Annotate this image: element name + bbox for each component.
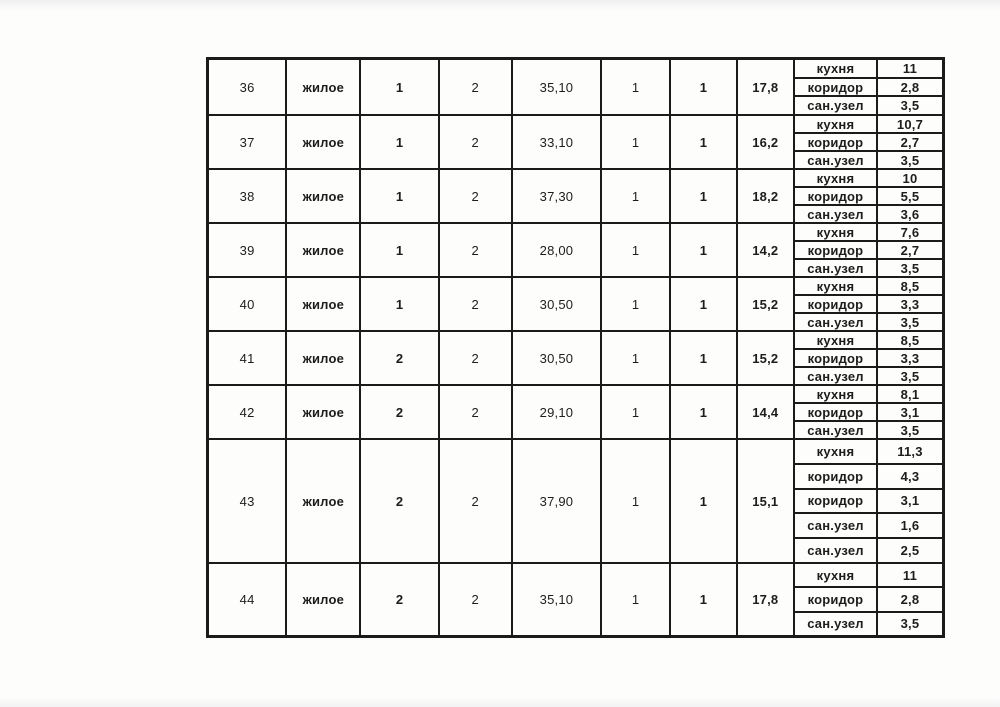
room-name-cell: сан.узел xyxy=(807,616,864,632)
table-row xyxy=(209,438,942,562)
room-name-cell: кухня xyxy=(816,278,855,294)
room-area-cell: 2,5 xyxy=(876,539,942,562)
value-cell-4: 2 xyxy=(438,332,511,384)
room-row xyxy=(795,116,942,132)
room-name-cell: кухня xyxy=(816,443,855,459)
rooms-subtable xyxy=(793,116,942,168)
value-cell-7: 1 xyxy=(669,170,735,222)
apartment-number-cell: 44 xyxy=(239,592,255,607)
scan-noise-bottom xyxy=(0,697,1000,707)
purpose-cell: жилое xyxy=(285,440,359,562)
room-row xyxy=(795,402,942,420)
room-row xyxy=(795,386,942,402)
value-cell-6: 1 xyxy=(600,60,669,114)
room-name-cell: коридор xyxy=(807,468,864,484)
room-row xyxy=(795,258,942,276)
value-cell-4: 2 xyxy=(438,170,511,222)
room-row xyxy=(795,150,942,168)
room-area-cell: 11 xyxy=(876,564,942,586)
value-cell-6: 1 xyxy=(600,116,669,168)
room-row xyxy=(795,132,942,150)
room-area-cell: 3,1 xyxy=(876,490,942,513)
value-cell-7: 1 xyxy=(669,116,735,168)
table-row xyxy=(209,114,942,168)
value-cell-3: 1 xyxy=(359,116,437,168)
apartment-number-cell: 39 xyxy=(239,242,255,258)
apartment-number-cell: 36 xyxy=(239,79,255,95)
value-cell-3: 2 xyxy=(359,440,437,562)
total-area-cell: 28,00 xyxy=(511,224,600,276)
apartment-number-cell: 42 xyxy=(239,404,255,420)
room-name-cell: кухня xyxy=(816,60,855,76)
room-row xyxy=(795,366,942,384)
purpose-cell: жилое xyxy=(285,332,359,384)
room-name-cell: кухня xyxy=(816,224,855,240)
value-cell-3: 1 xyxy=(359,278,437,330)
room-row xyxy=(795,348,942,366)
room-name-cell: коридор xyxy=(807,296,864,312)
apartments-table xyxy=(206,57,945,638)
room-name-cell: сан.узел xyxy=(807,368,864,384)
room-row xyxy=(795,77,942,96)
scan-noise-top xyxy=(0,0,1000,10)
room-area-cell: 3,5 xyxy=(876,368,942,384)
total-area-cell: 33,10 xyxy=(511,116,600,168)
value-cell-4: 2 xyxy=(438,224,511,276)
room-area-cell: 3,6 xyxy=(876,206,942,222)
room-area-cell: 2,7 xyxy=(876,134,942,150)
room-row xyxy=(795,463,942,488)
apartment-number-cell: 41 xyxy=(239,350,255,366)
room-name-cell: коридор xyxy=(807,591,864,607)
room-area-cell: 3,3 xyxy=(876,350,942,366)
purpose-cell: жилое xyxy=(285,170,359,222)
total-area-cell: 30,50 xyxy=(511,332,600,384)
living-area-cell: 15,1 xyxy=(736,440,793,562)
room-name-cell: кухня xyxy=(816,567,855,583)
room-row xyxy=(795,294,942,312)
room-row xyxy=(795,420,942,438)
room-name-cell: сан.узел xyxy=(807,543,864,559)
room-area-cell: 3,5 xyxy=(876,314,942,330)
value-cell-7: 1 xyxy=(669,332,735,384)
room-area-cell: 3,5 xyxy=(876,97,942,114)
room-area-cell: 8,5 xyxy=(876,332,942,348)
value-cell-3: 2 xyxy=(359,386,437,438)
rooms-subtable xyxy=(793,224,942,276)
room-area-cell: 7,6 xyxy=(876,224,942,240)
room-row xyxy=(795,611,942,635)
total-area-cell: 35,10 xyxy=(511,564,600,635)
living-area-cell: 18,2 xyxy=(736,170,793,222)
room-name-cell: кухня xyxy=(816,170,855,186)
room-row xyxy=(795,537,942,562)
room-area-cell: 8,5 xyxy=(876,278,942,294)
total-area-cell: 37,30 xyxy=(511,170,600,222)
room-area-cell: 11,3 xyxy=(876,440,942,463)
room-row xyxy=(795,60,942,77)
table-row xyxy=(209,222,942,276)
value-cell-6: 1 xyxy=(600,278,669,330)
value-cell-6: 1 xyxy=(600,170,669,222)
rooms-subtable xyxy=(793,278,942,330)
living-area-cell: 15,2 xyxy=(736,278,793,330)
apartment-number-cell: 38 xyxy=(239,188,255,204)
value-cell-6: 1 xyxy=(600,224,669,276)
room-row xyxy=(795,586,942,610)
purpose-cell: жилое xyxy=(285,386,359,438)
purpose-cell: жилое xyxy=(285,224,359,276)
room-area-cell: 3,3 xyxy=(876,296,942,312)
room-row xyxy=(795,440,942,463)
living-area-cell: 17,8 xyxy=(736,60,793,114)
room-row xyxy=(795,512,942,537)
room-area-cell: 3,5 xyxy=(876,152,942,168)
total-area-cell: 29,10 xyxy=(511,386,600,438)
value-cell-3: 1 xyxy=(359,224,437,276)
room-name-cell: сан.узел xyxy=(807,152,864,168)
room-area-cell: 3,5 xyxy=(876,422,942,438)
total-area-cell: 35,10 xyxy=(511,60,600,114)
room-name-cell: сан.узел xyxy=(807,518,864,534)
room-name-cell: кухня xyxy=(816,386,855,402)
room-area-cell: 11 xyxy=(876,60,942,77)
table-row xyxy=(209,168,942,222)
room-name-cell: сан.узел xyxy=(807,422,864,438)
room-row xyxy=(795,224,942,240)
room-name-cell: кухня xyxy=(816,332,855,348)
room-row xyxy=(795,170,942,186)
rooms-subtable xyxy=(793,564,942,635)
room-name-cell: сан.узел xyxy=(807,314,864,330)
value-cell-4: 2 xyxy=(438,386,511,438)
room-area-cell: 2,8 xyxy=(876,588,942,610)
living-area-cell: 17,8 xyxy=(736,564,793,635)
value-cell-7: 1 xyxy=(669,278,735,330)
value-cell-7: 1 xyxy=(669,440,735,562)
room-row xyxy=(795,488,942,513)
living-area-cell: 15,2 xyxy=(736,332,793,384)
value-cell-6: 1 xyxy=(600,440,669,562)
room-area-cell: 3,5 xyxy=(876,613,942,635)
value-cell-4: 2 xyxy=(438,564,511,635)
table-row xyxy=(209,330,942,384)
rooms-subtable xyxy=(793,60,942,114)
table-row xyxy=(209,562,942,635)
value-cell-6: 1 xyxy=(600,564,669,635)
room-area-cell: 3,5 xyxy=(876,260,942,276)
value-cell-6: 1 xyxy=(600,332,669,384)
room-name-cell: коридор xyxy=(807,79,864,95)
rooms-subtable xyxy=(793,386,942,438)
room-name-cell: коридор xyxy=(807,242,864,258)
room-area-cell: 10,7 xyxy=(876,116,942,132)
room-row xyxy=(795,564,942,586)
value-cell-4: 2 xyxy=(438,116,511,168)
value-cell-7: 1 xyxy=(669,60,735,114)
room-name-cell: сан.узел xyxy=(807,260,864,276)
room-name-cell: коридор xyxy=(807,188,864,204)
room-row xyxy=(795,186,942,204)
living-area-cell: 14,2 xyxy=(736,224,793,276)
room-area-cell: 2,7 xyxy=(876,242,942,258)
room-area-cell: 5,5 xyxy=(876,188,942,204)
room-row xyxy=(795,332,942,348)
room-name-cell: коридор xyxy=(807,134,864,150)
value-cell-3: 1 xyxy=(359,170,437,222)
table-row xyxy=(209,60,942,114)
rooms-subtable xyxy=(793,332,942,384)
table-row xyxy=(209,276,942,330)
room-name-cell: коридор xyxy=(807,350,864,366)
total-area-cell: 30,50 xyxy=(511,278,600,330)
room-name-cell: сан.узел xyxy=(807,98,864,114)
value-cell-6: 1 xyxy=(600,386,669,438)
room-row xyxy=(795,240,942,258)
apartment-number-cell: 43 xyxy=(239,493,255,509)
room-row xyxy=(795,278,942,294)
value-cell-3: 2 xyxy=(359,332,437,384)
room-name-cell: сан.узел xyxy=(807,206,864,222)
living-area-cell: 14,4 xyxy=(736,386,793,438)
purpose-cell: жилое xyxy=(285,60,359,114)
room-name-cell: коридор xyxy=(807,404,864,420)
purpose-cell: жилое xyxy=(285,278,359,330)
apartment-number-cell: 37 xyxy=(239,134,255,150)
purpose-cell: жилое xyxy=(285,564,359,635)
room-area-cell: 8,1 xyxy=(876,386,942,402)
table-row xyxy=(209,384,942,438)
purpose-cell: жилое xyxy=(285,116,359,168)
value-cell-7: 1 xyxy=(669,386,735,438)
value-cell-4: 2 xyxy=(438,440,511,562)
value-cell-4: 2 xyxy=(438,60,511,114)
rooms-subtable xyxy=(793,170,942,222)
room-row xyxy=(795,312,942,330)
value-cell-7: 1 xyxy=(669,224,735,276)
total-area-cell: 37,90 xyxy=(511,440,600,562)
room-area-cell: 4,3 xyxy=(876,465,942,488)
room-area-cell: 2,8 xyxy=(876,79,942,96)
room-area-cell: 3,1 xyxy=(876,404,942,420)
rooms-subtable xyxy=(793,440,942,562)
room-row xyxy=(795,95,942,114)
room-area-cell: 10 xyxy=(876,170,942,186)
apartment-number-cell: 40 xyxy=(239,296,255,312)
value-cell-3: 2 xyxy=(359,564,437,635)
room-name-cell: кухня xyxy=(816,116,855,132)
value-cell-7: 1 xyxy=(669,564,735,635)
living-area-cell: 16,2 xyxy=(736,116,793,168)
room-row xyxy=(795,204,942,222)
room-area-cell: 1,6 xyxy=(876,514,942,537)
value-cell-4: 2 xyxy=(438,278,511,330)
value-cell-3: 1 xyxy=(359,60,437,114)
room-name-cell: коридор xyxy=(807,493,864,509)
